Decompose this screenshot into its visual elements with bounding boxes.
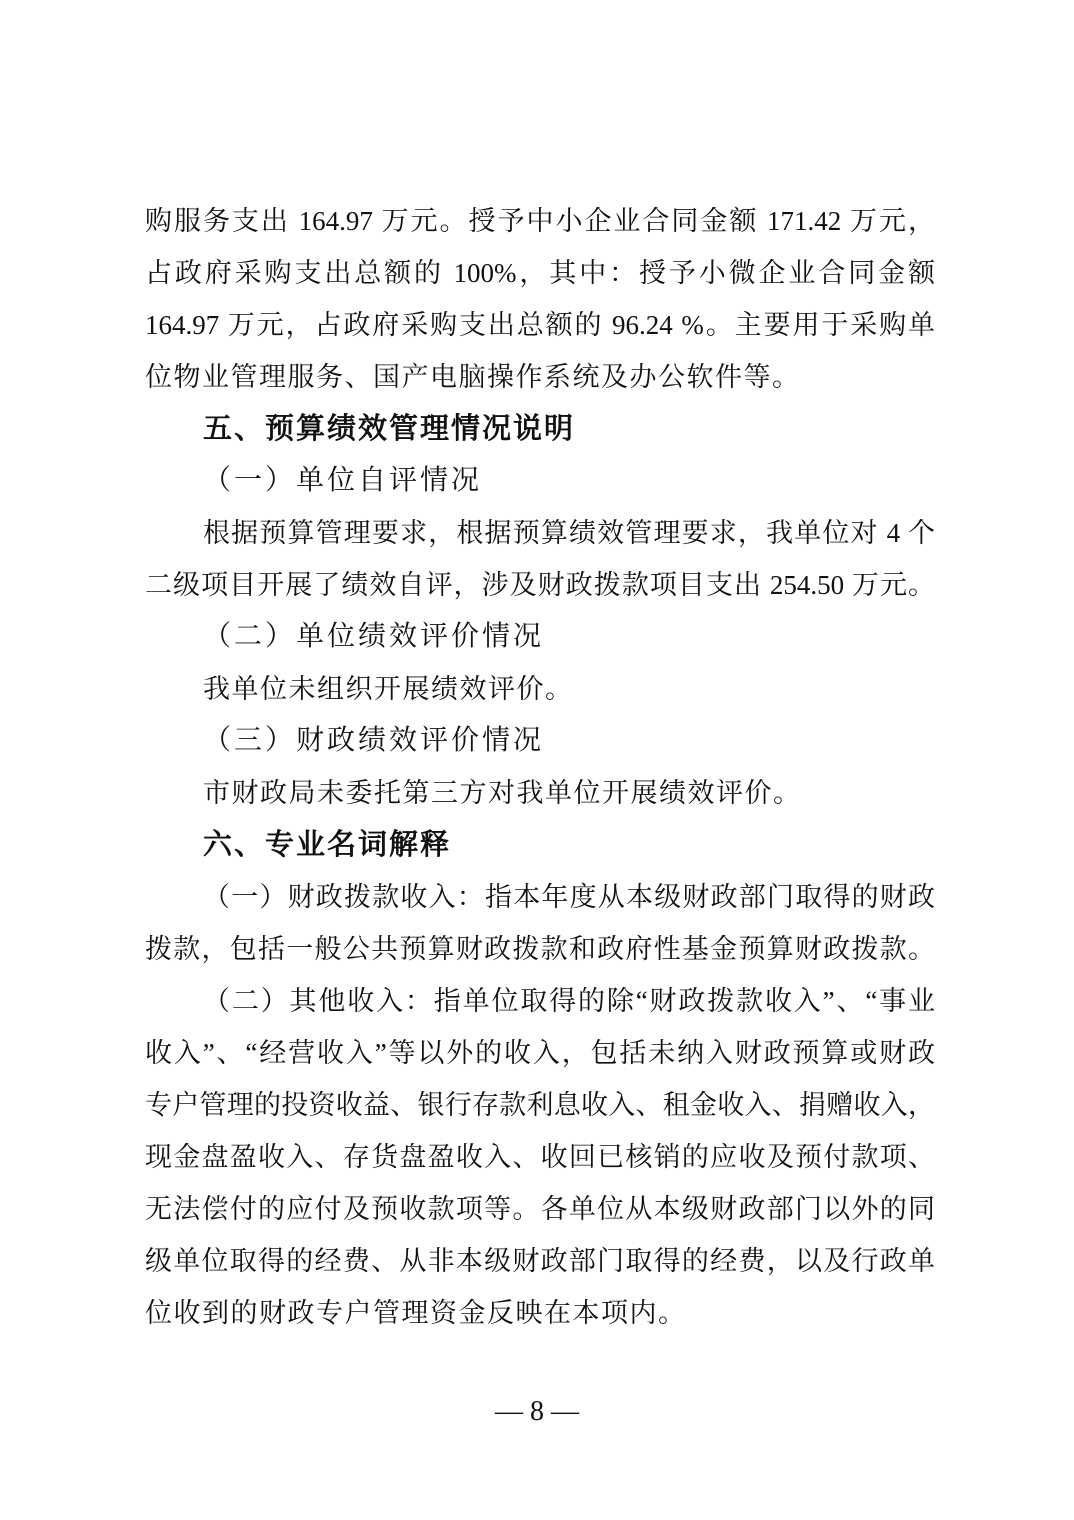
section-heading-6: 六、专业名词解释 (203, 829, 452, 861)
text-line: 占政府采购支出总额的 100%，其中：授予小微企业合同金额 (145, 258, 935, 288)
text-line: 我单位未组织开展绩效评价。 (203, 674, 574, 704)
text-line: 根据预算管理要求，根据预算绩效管理要求，我单位对 4 个 (203, 518, 935, 548)
section-heading-5: 五、预算绩效管理情况说明 (203, 413, 576, 445)
subsection-heading: （二）单位绩效评价情况 (203, 621, 545, 652)
document-body (145, 195, 935, 1339)
subsection-heading: （一）单位自评情况 (203, 465, 483, 496)
text-line: 市财政局未委托第三方对我单位开展绩效评价。 (203, 778, 802, 808)
text-line: 收入”、“经营收入”等以外的收入，包括未纳入财政预算或财政 (145, 1038, 935, 1068)
text-line: 位物业管理服务、国产电脑操作系统及办公软件等。 (145, 362, 801, 392)
page-number: — 8 — (495, 1396, 579, 1427)
text-line: 拨款，包括一般公共预算财政拨款和政府性基金预算财政拨款。 (145, 934, 935, 964)
text-line: 现金盘盈收入、存货盘盈收入、收回已核销的应收及预付款项、 (145, 1142, 935, 1172)
text-line: 二级项目开展了绩效自评，涉及财政拨款项目支出 254.50 万元。 (145, 570, 935, 600)
subsection-heading: （三）财政绩效评价情况 (203, 725, 545, 756)
text-line: 位收到的财政专户管理资金反映在本项内。 (145, 1298, 687, 1328)
text-line: 164.97 万元，占政府采购支出总额的 96.24 %。主要用于采购单 (145, 310, 935, 340)
text-line: （一）财政拨款收入：指本年度从本级财政部门取得的财政 (203, 882, 935, 912)
text-line: 级单位取得的经费、从非本级财政部门取得的经费，以及行政单 (145, 1246, 935, 1276)
text-line: 购服务支出 164.97 万元。授予中小企业合同金额 171.42 万元， (145, 206, 935, 236)
text-line: 无法偿付的应付及预收款项等。各单位从本级财政部门以外的同 (145, 1194, 935, 1224)
text-line: （二）其他收入：指单位取得的除“财政拨款收入”、“事业 (203, 986, 935, 1016)
text-line: 专户管理的投资收益、银行存款利息收入、租金收入、捐赠收入， (145, 1090, 935, 1120)
